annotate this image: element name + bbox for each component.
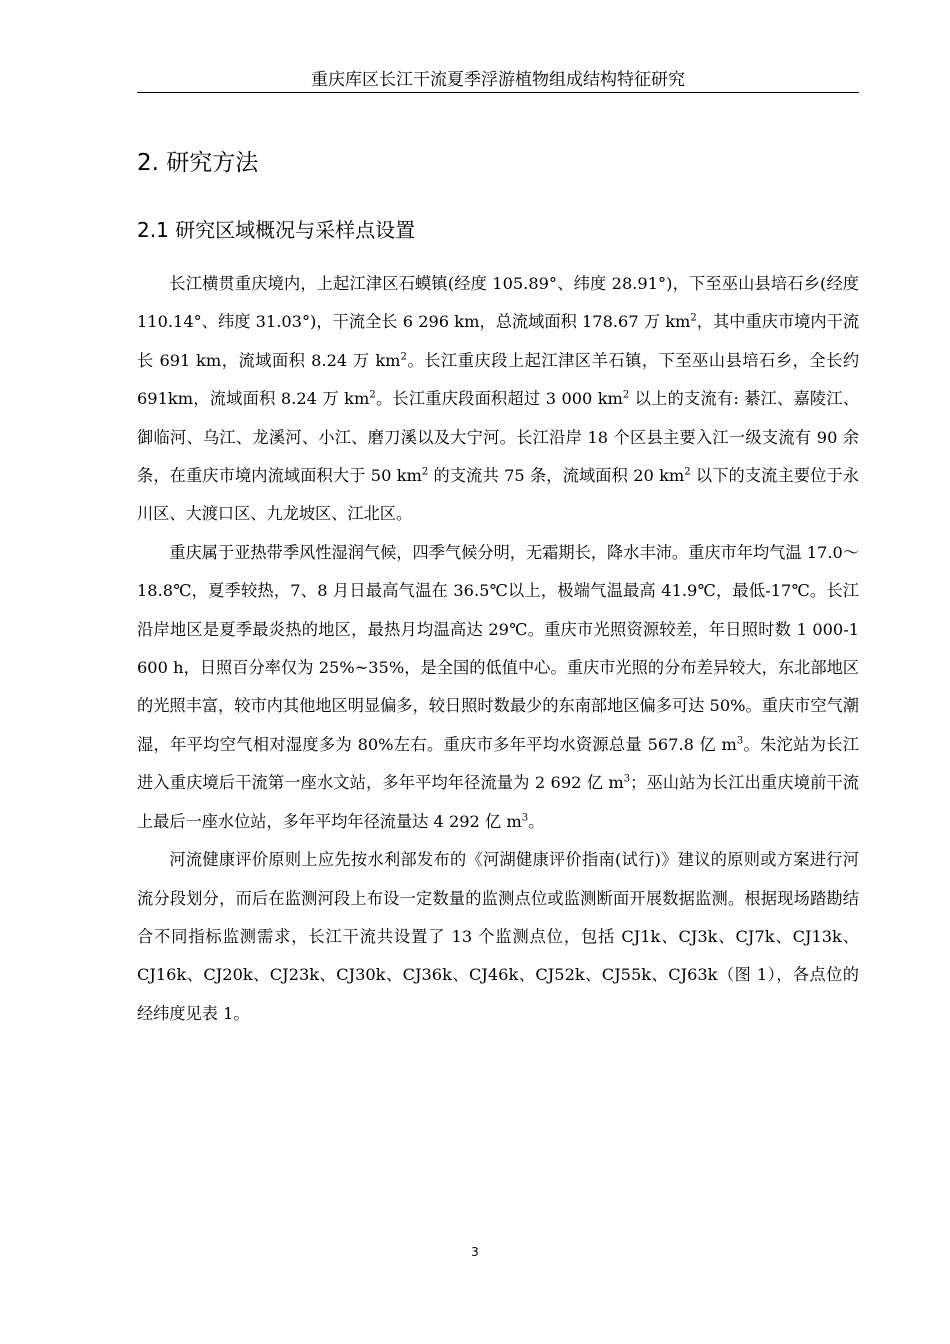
superscript: 2 [622, 389, 630, 401]
paragraph-climate [137, 534, 859, 841]
text-run: 长江横贯重庆境内，上起江津区石蟆镇(经度 105.89°、纬度 28.91°)，下至巫山县培石乡(经度 110.14°、纬度 31.03°)，干流全长 6 296 km，总流域面积 178.67 万 km [137, 274, 859, 332]
text-run: 以下的支流主要位于永川区、大渡口区、九龙坡区、江北区。 [137, 466, 859, 524]
superscript: 2 [684, 466, 691, 478]
text-run: 。 [528, 811, 545, 831]
text-run: ；巫山站为长江出重庆境前干流上最后一座水位站，多年平均年径流量达 4 292 亿 m [137, 773, 859, 831]
text-run: 。朱沱站为长江进入重庆境后干流第一座水文站，多年平均年径流量为 2 692 亿 m [137, 734, 859, 793]
paragraph-study-area [137, 265, 859, 534]
superscript: 3 [736, 735, 744, 747]
text-run: 的支流共 75 条，流域面积 20 km [428, 466, 685, 486]
paragraph-sampling-sites [137, 841, 859, 1033]
section-heading: 2. 研究方法 [137, 150, 259, 176]
superscript: 3 [521, 812, 529, 824]
superscript: 3 [623, 773, 631, 785]
superscript: 2 [421, 466, 429, 478]
text-run: 。长江重庆段面积超过 3 000 km [375, 389, 623, 409]
running-header: 重庆库区长江干流夏季浮游植物组成结构特征研究 [311, 70, 685, 90]
header-rule [137, 92, 859, 93]
text-run: 以上的支流有: 綦江、嘉陵江、御临河、乌江、龙溪河、小江、磨刀溪以及大宁河。长江沿岸 18 个区县主要入江一级支流有 90 余条，在重庆市境内流域面积大于 50 km [137, 389, 860, 486]
superscript: 2 [690, 313, 697, 325]
text-run: 河流健康评价原则上应先按水利部发布的《河湖健康评价指南(试行)》建议的原则或方案进行河流分段划分，而后在监测河段上布设一定数量的监测点位或监测断面开展数据监测。根据现场踏勘结合不同指标监测需求，长江干流共设置了 13 个监测点位，包括 CJ1k、CJ3k、CJ7k、CJ13k、CJ16k、CJ20k、CJ23k、CJ30k、CJ36k、CJ46k、CJ52k、CJ55k、CJ63k（图 1），各点位的经纬度见表 1。 [137, 850, 859, 1023]
text-run: ，其中重庆市境内干流长 691 km，流域面积 8.24 万 km [137, 312, 860, 370]
superscript: 2 [400, 351, 407, 363]
body-text [137, 265, 859, 1033]
page-number: 3 [471, 1245, 479, 1259]
subsection-heading: 2.1 研究区域概况与采样点设置 [137, 218, 416, 242]
superscript: 2 [369, 389, 376, 401]
text-run: 重庆属于亚热带季风性湿润气候，四季气候分明，无霜期长，降水丰沛。重庆市年均气温 17.0～18.8℃，夏季较热，7、8 月日最高气温在 36.5℃以上，极端气温最高 41.9℃，最低-17℃。长江沿岸地区是夏季最炎热的地区，最热月均温高达 29℃。重庆市光照资源较差，年日照时数 1 000-1 600 h，日照百分率仅为 25%~35%，是全国的低值中心。重庆市光照的分布差异较大，东北部地区的光照丰富，较市内其他地区明显偏多，较日照时数最少的东南部地区偏多可达 50%。重庆市空气潮湿，年平均空气相对湿度多为 80%左右。重庆市多年平均水资源总量 567.8 亿 m [137, 542, 859, 754]
text-run: 。长江重庆段上起江津区羊石镇，下至巫山县培石乡，全长约 691km，流域面积 8.24 万 km [137, 350, 860, 409]
